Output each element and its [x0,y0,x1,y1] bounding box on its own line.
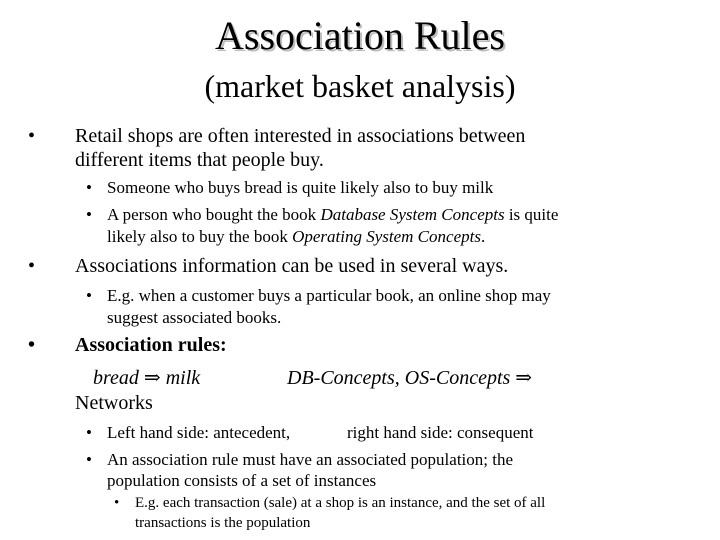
sub-sub-bullet-line-2: transactions is the population [135,515,311,531]
bullet-marker: • [28,334,36,356]
slide-title: Association Rules [215,13,505,58]
rule-1: bread ⇒ milk [93,367,201,389]
sub-bullet-marker: • [86,423,92,442]
rule-2-rhs: Networks [75,392,153,414]
bullet-1-line-1: Retail shops are often interested in associations between [75,125,526,147]
sub-bullet-1-2-line-1: A person who bought the book Database System Concepts is quite [107,205,559,224]
sub-bullet-marker: • [86,205,92,224]
sub-sub-bullet-line-1: E.g. each transaction (sale) at a shop is an instance, and the set of all [135,495,546,511]
bullet-marker: • [28,255,36,277]
bullet-2-line-1: Associations information can be used in several ways. [75,255,509,277]
bullet-3-heading: Association rules: [75,334,227,356]
slide-subtitle: (market basket analysis) [204,68,516,104]
implies-icon: ⇒ [515,367,533,389]
sub-bullet-marker: • [86,450,92,469]
sub-bullet-3-1-lhs: Left hand side: antecedent, [107,423,291,442]
book-title-os: Operating System Concepts [292,227,481,246]
book-title-database: Database System Concepts [320,205,505,224]
sub-bullet-2-1-line-1: E.g. when a customer buys a particular book, an online shop may [107,286,551,305]
bullet-marker: • [28,125,36,147]
sub-bullet-3-2-line-2: population consists of a set of instances [107,471,377,490]
sub-bullet-1-2-line-2: likely also to buy the book Operating System Concepts. [107,227,486,246]
bullet-1-line-2: different items that people buy. [75,149,324,171]
sub-bullet-2-1-line-2: suggest associated books. [107,308,282,327]
sub-bullet-marker: • [86,286,92,305]
sub-bullet-3-2-line-1: An association rule must have an associated population; the [107,450,514,469]
sub-bullet-1-1: Someone who buys bread is quite likely also to buy milk [107,178,494,197]
sub-bullet-marker: • [86,178,92,197]
sub-sub-bullet-marker: • [114,495,120,511]
rule-2-lhs: DB-Concepts, OS-Concepts ⇒ [287,367,533,389]
implies-icon: ⇒ [143,367,161,389]
sub-bullet-3-1-rhs: right hand side: consequent [347,423,534,442]
